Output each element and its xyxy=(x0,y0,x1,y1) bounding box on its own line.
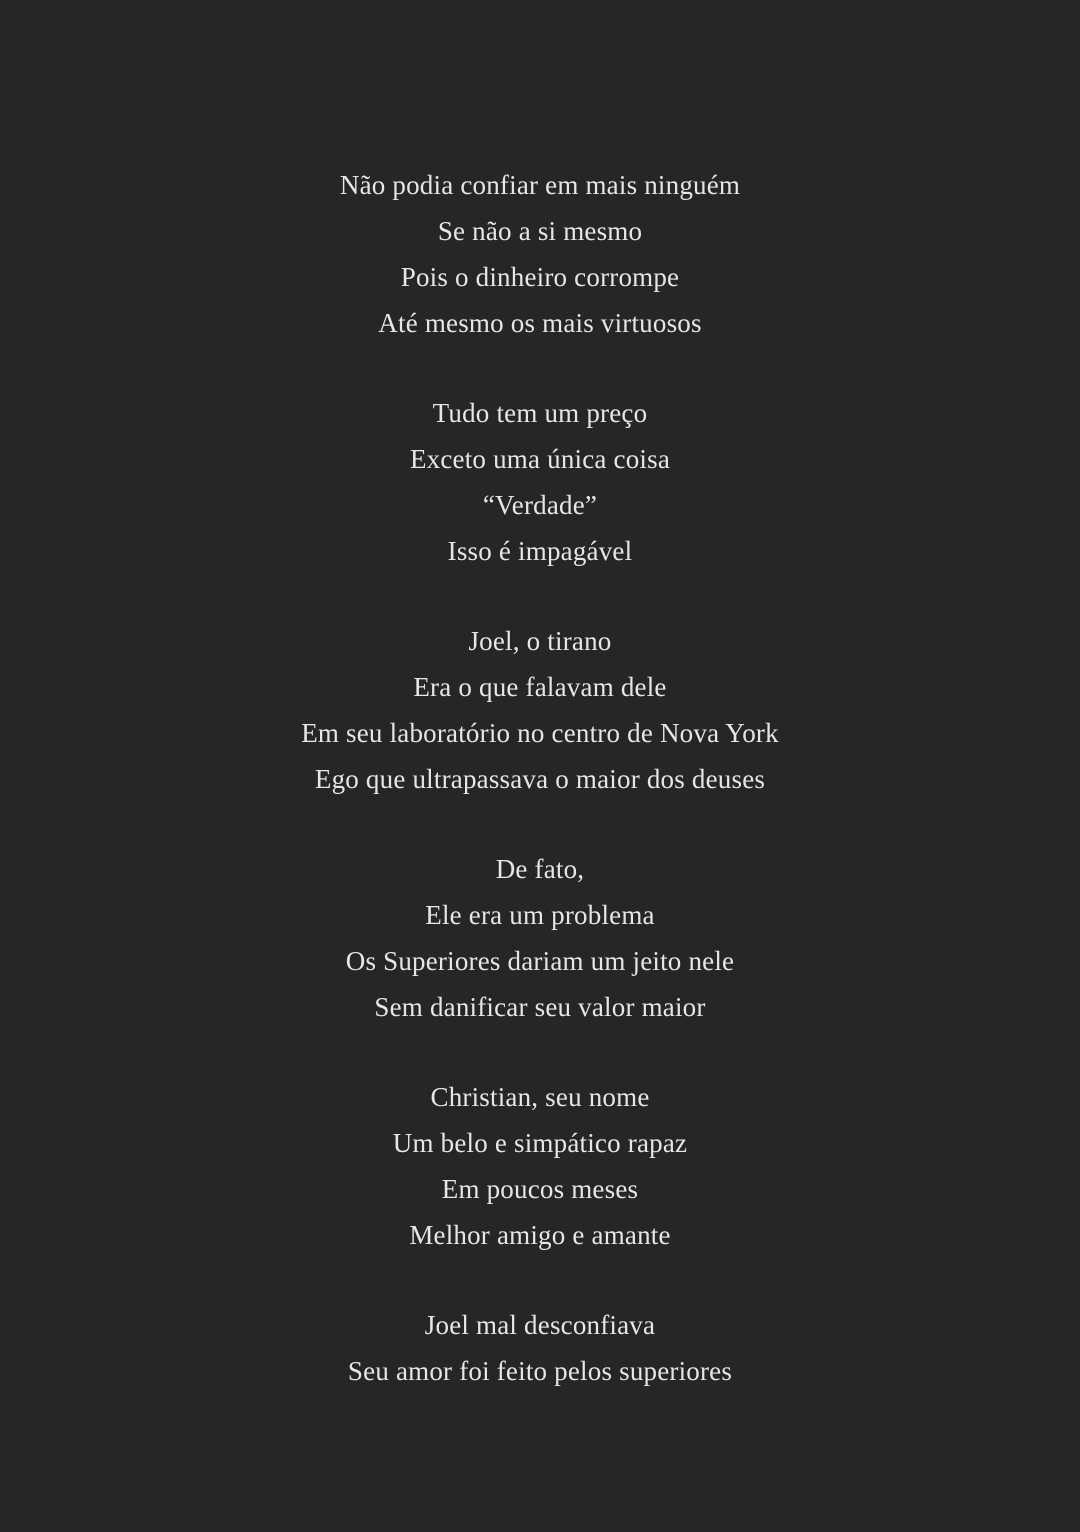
stanza xyxy=(340,162,740,346)
poem-line: Ego que ultrapassava o maior dos deuses xyxy=(314,764,766,794)
poem-line: Christian, seu nome xyxy=(430,1082,650,1112)
stanza xyxy=(346,846,734,1030)
poem-line: Pois o dinheiro corrompe xyxy=(400,262,680,292)
stanza xyxy=(301,618,779,802)
stanza xyxy=(410,390,670,574)
poem-line: Em poucos meses xyxy=(441,1174,639,1204)
poem-line: Exceto uma única coisa xyxy=(409,444,671,474)
poem-line: Seu amor foi feito pelos superiores xyxy=(347,1356,733,1386)
poem-line: Não podia confiar em mais ninguém xyxy=(339,170,741,200)
poem-line: Joel, o tirano xyxy=(468,626,612,656)
stanza xyxy=(393,1074,687,1258)
poem-line: Sem danificar seu valor maior xyxy=(374,992,706,1022)
stanza xyxy=(348,1302,732,1394)
poem-line: De fato, xyxy=(495,854,585,884)
poem-line: Isso é impagável xyxy=(447,536,633,566)
poem-line: Os Superiores dariam um jeito nele xyxy=(345,946,735,976)
poem-line: Tudo tem um preço xyxy=(432,398,648,428)
poem-line: Melhor amigo e amante xyxy=(409,1220,671,1250)
poem-line: Um belo e simpático rapaz xyxy=(392,1128,688,1158)
poem-line: Em seu laboratório no centro de Nova York xyxy=(301,718,779,748)
poem-line: Se não a si mesmo xyxy=(437,216,643,246)
poem-line: Era o que falavam dele xyxy=(413,672,667,702)
poem-line: “Verdade” xyxy=(482,490,598,520)
poem-line: Até mesmo os mais virtuosos xyxy=(378,308,702,338)
poem-line: Ele era um problema xyxy=(425,900,655,930)
poem-line: Joel mal desconfiava xyxy=(424,1310,656,1340)
